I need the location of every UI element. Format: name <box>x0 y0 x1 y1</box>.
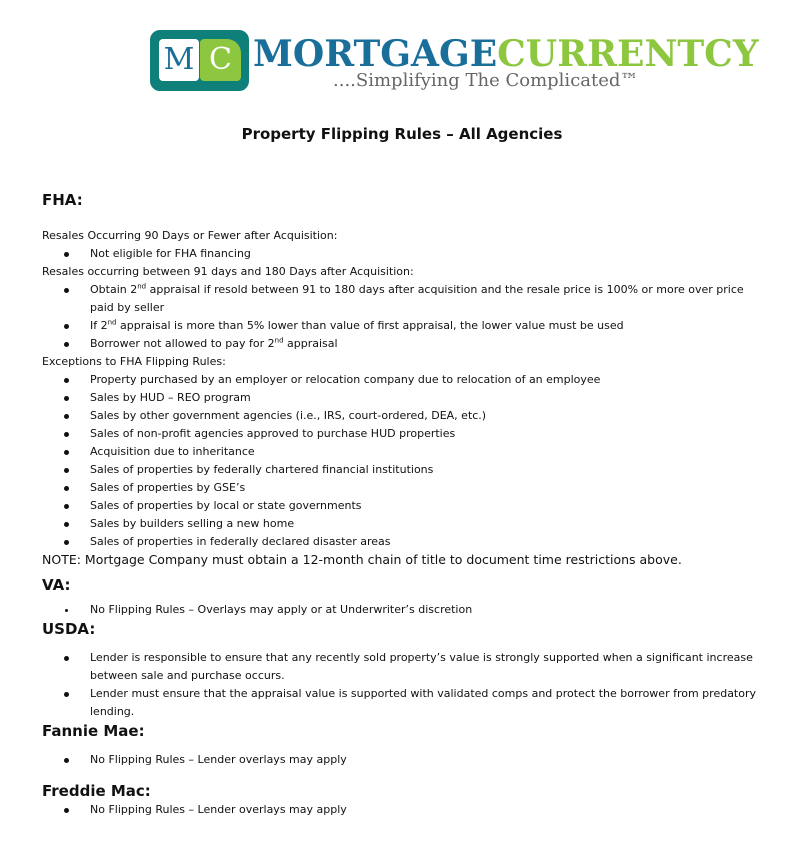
list-item-text-a: Obtain 2 <box>90 283 138 296</box>
list-item-text: Sales by HUD – REO program <box>90 391 251 404</box>
list-item-text-b: appraisal if resold between 91 to 180 days after acquisition and the resale price is 100% or more over price paid by seller <box>90 283 744 314</box>
list-item <box>42 443 762 461</box>
list-item-text: Property purchased by an employer or relocation company due to relocation of an employee <box>90 373 601 386</box>
fannie-mae-list <box>42 751 762 769</box>
list-item <box>42 479 762 497</box>
list-item-text-a: Borrower not allowed to pay for 2 <box>90 337 275 350</box>
list-item-text: Sales of properties by local or state governments <box>90 499 362 512</box>
bullet-icon <box>64 342 69 347</box>
bullet-icon <box>64 450 69 455</box>
fha-90-day-list <box>42 245 762 263</box>
usda-list <box>42 649 762 721</box>
list-item <box>42 751 762 769</box>
va-heading: VA: <box>42 576 71 594</box>
logo-mark-c: C <box>200 39 241 81</box>
brand-name <box>253 34 759 74</box>
list-item <box>42 245 762 263</box>
list-item <box>42 407 762 425</box>
fannie-mae-heading: Fannie Mae: <box>42 722 145 740</box>
fha-exceptions-list <box>42 371 762 551</box>
bullet-icon <box>64 378 69 383</box>
list-item-text: Sales of non-profit agencies approved to purchase HUD properties <box>90 427 456 440</box>
list-item <box>42 533 762 551</box>
usda-heading: USDA: <box>42 620 96 638</box>
bullet-icon <box>64 540 69 545</box>
bullet-icon <box>64 288 69 293</box>
bullet-icon <box>64 504 69 509</box>
list-item <box>42 461 762 479</box>
list-item <box>42 335 762 353</box>
bullet-icon <box>64 522 69 527</box>
bullet-icon <box>64 414 69 419</box>
list-item-text: No Flipping Rules – Lender overlays may apply <box>90 803 347 816</box>
list-item-text: Lender is responsible to ensure that any recently sold property’s value is strongly supported when a significant increase between sale and purchase occurs. <box>90 651 753 682</box>
list-item-text-b: appraisal <box>283 337 338 350</box>
bullet-icon <box>64 468 69 473</box>
list-item-text: Not eligible for FHA financing <box>90 247 251 260</box>
list-item-text: Sales of properties by federally chartered financial institutions <box>90 463 434 476</box>
bullet-icon <box>64 758 69 763</box>
fha-90-day-label: Resales Occurring 90 Days or Fewer after Acquisition: <box>42 229 338 242</box>
list-item-text-b: appraisal is more than 5% lower than value of first appraisal, the lower value must be used <box>116 319 624 332</box>
brand-tagline: ....Simplifying The Complicated™ <box>333 70 639 91</box>
brand-name-part1: MORTGAGE <box>253 33 498 75</box>
list-item <box>42 371 762 389</box>
list-item <box>42 389 762 407</box>
bullet-icon <box>64 396 69 401</box>
fha-180-day-list <box>42 281 762 353</box>
list-item-text: No Flipping Rules – Lender overlays may apply <box>90 753 347 766</box>
list-item-text: Sales by builders selling a new home <box>90 517 295 530</box>
fha-heading: FHA: <box>42 191 83 209</box>
list-item <box>42 601 762 619</box>
list-item <box>42 685 762 721</box>
bullet-icon <box>64 324 69 329</box>
brand-name-part2: CURRENTCY <box>497 33 759 75</box>
mc-logo-mark <box>150 30 249 91</box>
superscript: nd <box>107 318 117 327</box>
superscript: nd <box>274 336 284 345</box>
fha-exceptions-label: Exceptions to FHA Flipping Rules: <box>42 355 226 368</box>
list-item <box>42 425 762 443</box>
list-item-text: Acquisition due to inheritance <box>90 445 255 458</box>
list-item-text: Sales of properties in federally declared disaster areas <box>90 535 391 548</box>
freddie-mac-heading: Freddie Mac: <box>42 782 151 800</box>
superscript: nd <box>137 282 147 291</box>
list-item-text-a: If 2 <box>90 319 108 332</box>
list-item-text: Sales of properties by GSE’s <box>90 481 246 494</box>
fha-180-day-label: Resales occurring between 91 days and 180 Days after Acquisition: <box>42 265 414 278</box>
freddie-mac-list <box>42 801 762 819</box>
document-title: Property Flipping Rules – All Agencies <box>241 125 563 143</box>
list-item-text: Sales by other government agencies (i.e., IRS, court-ordered, DEA, etc.) <box>90 409 487 422</box>
logo-mark-m: M <box>159 39 199 81</box>
bullet-icon <box>64 432 69 437</box>
list-item-text: Lender must ensure that the appraisal value is supported with validated comps and protect the borrower from predatory lending. <box>90 687 757 718</box>
document-body <box>42 190 762 819</box>
list-item <box>42 649 762 685</box>
bullet-icon <box>65 609 68 612</box>
fha-note: NOTE: Mortgage Company must obtain a 12-month chain of title to document time restrictions above. <box>42 552 682 567</box>
list-item <box>42 317 762 335</box>
va-list <box>42 601 762 619</box>
mortgage-currency-logo <box>150 30 759 92</box>
bullet-icon <box>64 692 69 697</box>
bullet-icon <box>64 486 69 491</box>
bullet-icon <box>64 252 69 257</box>
list-item-text: No Flipping Rules – Overlays may apply or at Underwriter’s discretion <box>90 603 473 616</box>
list-item <box>42 801 762 819</box>
list-item <box>42 281 762 317</box>
bullet-icon <box>64 656 69 661</box>
list-item <box>42 497 762 515</box>
list-item <box>42 515 762 533</box>
bullet-icon <box>64 808 69 813</box>
